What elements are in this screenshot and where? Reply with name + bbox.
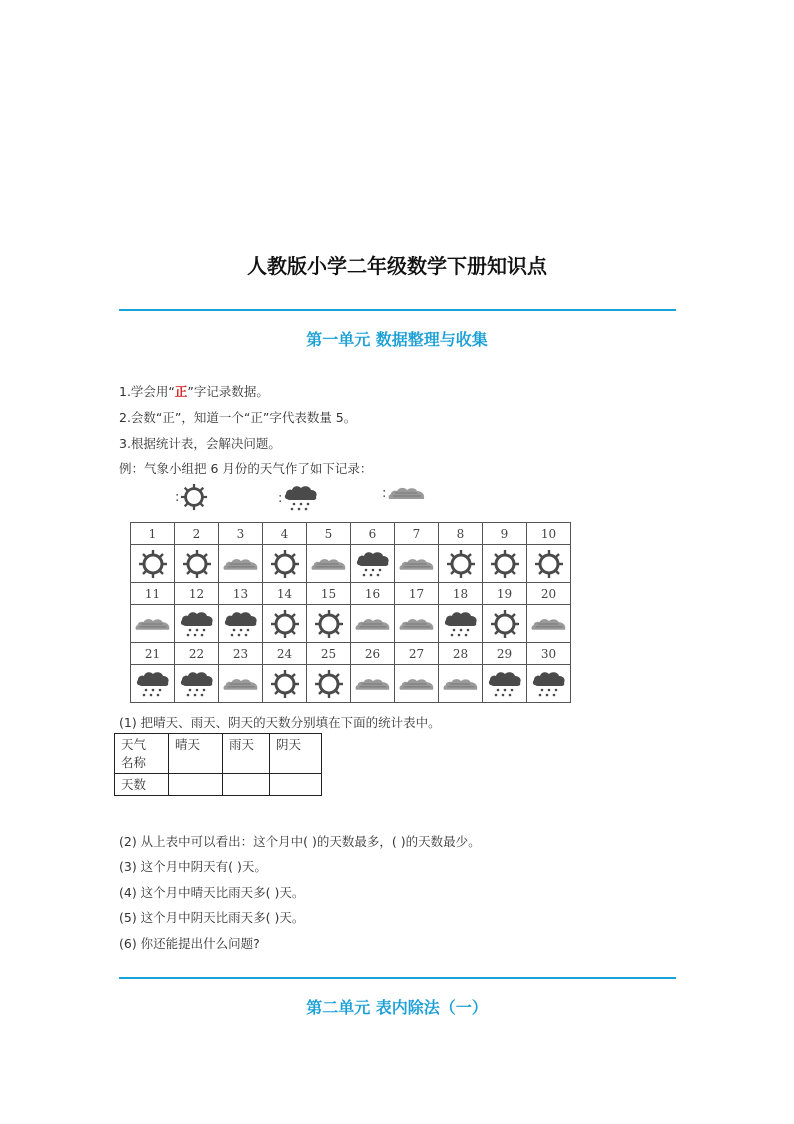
cell-overcast-days[interactable] — [270, 774, 322, 796]
column-sunny: 晴天 — [169, 734, 223, 774]
weather-cell — [219, 665, 263, 703]
overcast-cloud-icon — [527, 614, 570, 634]
rain-cloud-icon — [527, 669, 570, 699]
day-number: 24 — [263, 643, 307, 665]
section-divider — [119, 977, 676, 979]
day-number: 11 — [131, 583, 175, 605]
day-number: 23 — [219, 643, 263, 665]
rain-cloud-icon — [175, 669, 218, 699]
table-header-label: 天气 名称 — [115, 734, 169, 774]
point-3: 3.根据统计表，会解决问题。 — [119, 436, 281, 451]
row-label-days: 天数 — [115, 774, 169, 796]
overcast-cloud-icon — [387, 483, 427, 503]
weather-cell — [439, 665, 483, 703]
cell-sunny-days[interactable] — [169, 774, 223, 796]
weather-cell — [263, 605, 307, 643]
point-2: 2.会数“正”，知道一个“正”字代表数量 5。 — [119, 410, 357, 425]
sun-icon — [307, 669, 350, 699]
legend-sun: : — [175, 483, 208, 511]
weather-cell — [219, 605, 263, 643]
day-number: 26 — [351, 643, 395, 665]
overcast-cloud-icon — [395, 674, 438, 694]
day-number: 13 — [219, 583, 263, 605]
weather-cell — [395, 545, 439, 583]
rain-cloud-icon — [219, 609, 262, 639]
weather-cell — [307, 605, 351, 643]
question-1: (1) 把晴天、雨天、阴天的天数分别填在下面的统计表中。 — [119, 715, 441, 730]
question-2: (2) 从上表中可以看出：这个月中( )的天数最多，( )的天数最少。 — [119, 834, 481, 849]
day-number: 8 — [439, 523, 483, 545]
weather-cell — [395, 665, 439, 703]
grid-weather-row — [131, 605, 571, 643]
column-overcast: 阴天 — [270, 734, 322, 774]
weather-cell — [131, 665, 175, 703]
overcast-cloud-icon — [351, 674, 394, 694]
example-text: 例：气象小组把 6 月份的天气作了如下记录： — [119, 461, 373, 476]
day-number: 20 — [527, 583, 571, 605]
sun-icon — [131, 549, 174, 579]
weather-cell — [351, 545, 395, 583]
weather-cell — [483, 665, 527, 703]
weather-cell — [263, 665, 307, 703]
day-number: 25 — [307, 643, 351, 665]
sun-icon — [263, 609, 306, 639]
weather-cell — [395, 605, 439, 643]
sun-icon — [439, 549, 482, 579]
question-3: (3) 这个月中阴天有( )天。 — [119, 859, 267, 874]
unit1-heading: 第一单元 数据整理与收集 — [306, 330, 488, 349]
weather-cell — [131, 605, 175, 643]
sun-icon — [263, 669, 306, 699]
question-4: (4) 这个月中晴天比雨天多( )天。 — [119, 885, 305, 900]
day-number: 14 — [263, 583, 307, 605]
weather-cell — [307, 665, 351, 703]
day-number: 2 — [175, 523, 219, 545]
day-number: 22 — [175, 643, 219, 665]
document-title: 人教版小学二年级数学下册知识点 — [247, 254, 547, 278]
rain-cloud-icon — [131, 669, 174, 699]
statistics-table — [114, 733, 322, 796]
column-rainy: 雨天 — [223, 734, 270, 774]
grid-day-row — [131, 583, 571, 605]
grid-day-row — [131, 523, 571, 545]
day-number: 6 — [351, 523, 395, 545]
day-number: 28 — [439, 643, 483, 665]
weather-cell — [439, 545, 483, 583]
day-number: 21 — [131, 643, 175, 665]
day-number: 7 — [395, 523, 439, 545]
grid-weather-row — [131, 665, 571, 703]
weather-cell — [175, 605, 219, 643]
weather-cell — [527, 605, 571, 643]
zheng-highlight: 正 — [174, 384, 188, 399]
grid-weather-row — [131, 545, 571, 583]
sun-icon — [483, 609, 526, 639]
weather-cell — [527, 545, 571, 583]
weather-cell — [263, 545, 307, 583]
overcast-cloud-icon — [219, 674, 262, 694]
day-number: 4 — [263, 523, 307, 545]
day-number: 1 — [131, 523, 175, 545]
sun-icon — [527, 549, 570, 579]
rain-cloud-icon — [175, 609, 218, 639]
cell-rainy-days[interactable] — [223, 774, 270, 796]
overcast-cloud-icon — [395, 554, 438, 574]
weather-cell — [131, 545, 175, 583]
rain-cloud-icon — [439, 609, 482, 639]
legend-rain: : — [278, 483, 319, 513]
day-number: 10 — [527, 523, 571, 545]
weather-cell — [219, 545, 263, 583]
day-number: 9 — [483, 523, 527, 545]
day-number: 27 — [395, 643, 439, 665]
day-number: 29 — [483, 643, 527, 665]
day-number: 5 — [307, 523, 351, 545]
rain-cloud-icon — [483, 669, 526, 699]
rain-cloud-icon — [283, 483, 319, 513]
weather-legend — [172, 483, 442, 515]
rain-cloud-icon — [351, 549, 394, 579]
overcast-cloud-icon — [219, 554, 262, 574]
sun-icon — [263, 549, 306, 579]
sun-icon — [180, 483, 208, 511]
weather-cell — [307, 545, 351, 583]
day-number: 19 — [483, 583, 527, 605]
weather-cell — [483, 605, 527, 643]
grid-day-row — [131, 643, 571, 665]
weather-cell — [351, 605, 395, 643]
question-6: (6) 你还能提出什么问题? — [119, 936, 260, 951]
overcast-cloud-icon — [439, 674, 482, 694]
sun-icon — [175, 549, 218, 579]
day-number: 15 — [307, 583, 351, 605]
day-number: 3 — [219, 523, 263, 545]
overcast-cloud-icon — [395, 614, 438, 634]
sun-icon — [307, 609, 350, 639]
day-number: 17 — [395, 583, 439, 605]
weather-cell — [483, 545, 527, 583]
unit2-heading: 第二单元 表内除法（一） — [306, 998, 488, 1017]
weather-cell — [175, 665, 219, 703]
overcast-cloud-icon — [307, 554, 350, 574]
day-number: 12 — [175, 583, 219, 605]
sun-icon — [483, 549, 526, 579]
overcast-cloud-icon — [351, 614, 394, 634]
weather-record-grid — [130, 522, 571, 703]
day-number: 18 — [439, 583, 483, 605]
question-5: (5) 这个月中阴天比雨天多( )天。 — [119, 910, 305, 925]
weather-cell — [351, 665, 395, 703]
weather-cell — [527, 665, 571, 703]
weather-cell — [439, 605, 483, 643]
day-number: 16 — [351, 583, 395, 605]
weather-cell — [175, 545, 219, 583]
section-divider — [119, 309, 676, 311]
point-1: 1.学会用“正”字记录数据。 — [119, 384, 269, 399]
legend-overcast: : — [382, 483, 427, 503]
overcast-cloud-icon — [131, 614, 174, 634]
day-number: 30 — [527, 643, 571, 665]
